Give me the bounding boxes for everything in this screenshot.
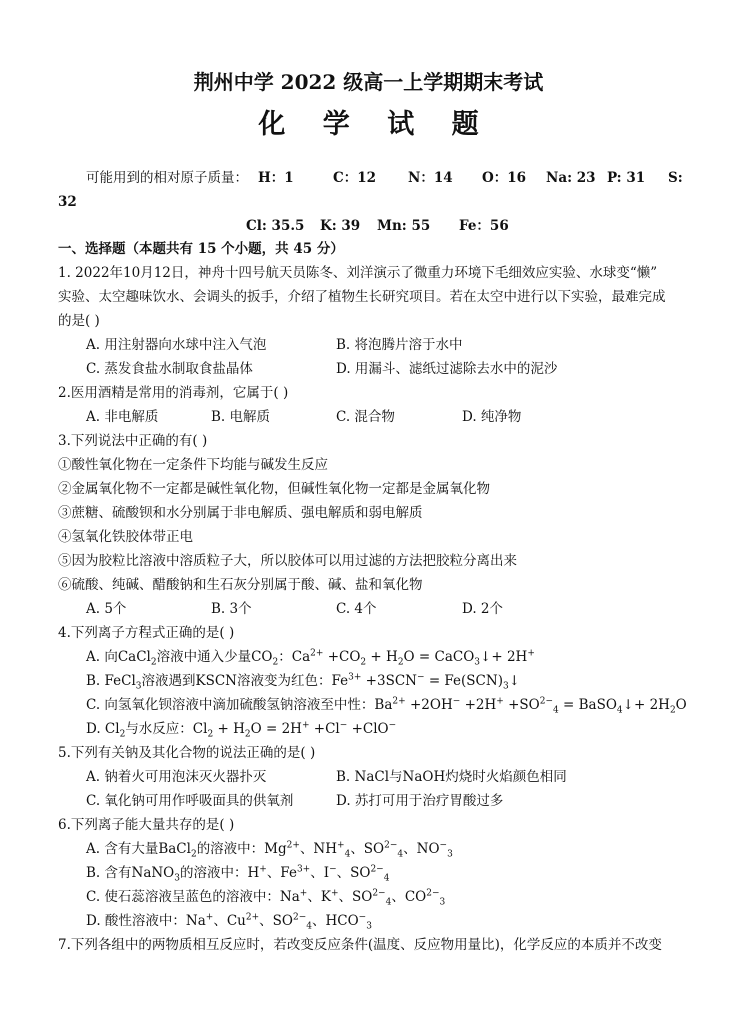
mass-fe: Fe：56 <box>459 218 509 234</box>
q3-statement-2: ②金属氧化物不一定都是碱性氧化物，但碱性氧化物一定都是金属氧化物 <box>58 481 490 497</box>
q3-statement-6: ⑥硫酸、纯碱、醋酸钠和生石灰分别属于酸、碱、盐和氧化物 <box>58 577 423 593</box>
q3-stem: 3.下列说法中正确的有( ) <box>58 433 208 449</box>
mass-n: N：14 <box>408 170 453 186</box>
q6-stem: 6.下列离子能大量共存的是( ) <box>58 817 235 833</box>
q4-stem: 4.下列离子方程式正确的是( ) <box>58 625 235 641</box>
q5-option-d: D. 苏打可用于治疗胃酸过多 <box>336 793 504 809</box>
q6-option-b: B. 含有NaNO$_3$的溶液中：H+、$Fe^{3+}$、I−、$SO^{2-}_4$ <box>86 864 390 884</box>
q1-stem-line2: 实验、太空趣味饮水、会调头的扳手，介绍了植物生长研究项目。若在太空中进行以下实验，最难完成 <box>58 289 666 305</box>
q5-option-a: A. 钠着火可用泡沫灭火器扑灭 <box>86 769 267 785</box>
mass-h: H：1 <box>258 170 294 186</box>
q3-statement-5: ⑤因为胶粒比溶液中溶质粒子大，所以胶体可以用过滤的方法把胶粒分离出来 <box>58 553 517 569</box>
q5-option-b: B. NaCl与NaOH灼烧时火焰颜色相同 <box>336 769 567 785</box>
section-heading: 一、选择题（本题共有 15 个小题，共 45 分） <box>58 241 344 257</box>
exam-title: 荆州中学 2022 级高一上学期期末考试 <box>193 70 544 94</box>
q1-stem-line3: 的是( ) <box>58 313 100 329</box>
q3-option-d: D. 2个 <box>462 601 504 617</box>
mass-na: Na: 23 <box>546 170 596 186</box>
q6-option-a: A. 含有大量BaCl$_2$的溶液中：$Mg^{2+}$、$NH^+_4$、$SO^{2-}_4$、$NO^-_3$ <box>86 840 453 860</box>
q1-stem-line1: 1. 2022年10月12日，神舟十四号航天员陈冬、刘洋演示了微重力环境下毛细效应实验、水球变“懒” <box>58 265 658 281</box>
q6-option-d: D. 酸性溶液中：Na+、$Cu^{2+}$、$SO^{2-}_4$、$HCO^-_3$ <box>86 912 372 932</box>
q3-option-a: A. 5个 <box>86 601 127 617</box>
subject-title: 化 学 试 题 <box>258 109 493 140</box>
q1-option-c: C. 蒸发食盐水制取食盐晶体 <box>86 361 253 377</box>
mass-cl: Cl: 35.5 <box>246 218 305 234</box>
q5-option-c: C. 氧化钠可用作呼吸面具的供氧剂 <box>86 793 294 809</box>
q1-option-b: B. 将泡腾片溶于水中 <box>336 337 463 353</box>
q1-option-a: A. 用注射器向水球中注入气泡 <box>86 337 267 353</box>
mass-o: O：16 <box>482 170 527 186</box>
q3-option-b: B. 3个 <box>211 601 252 617</box>
mass-s: S: <box>668 170 683 186</box>
q4-option-a: A. 向CaCl$_2$溶液中通入少量$CO_2$：$Ca^{2+} +CO_2 + H_2O$ = CaCO$_3$↓+ 2H+ <box>86 648 535 668</box>
q2-option-a: A. 非电解质 <box>86 409 159 425</box>
q1-option-d: D. 用漏斗、滤纸过滤除去水中的泥沙 <box>336 361 558 377</box>
q3-statement-3: ③蔗糖、硫酸钡和水分别属于非电解质、强电解质和弱电解质 <box>58 505 423 521</box>
atomic-mass-label: 可能用到的相对原子质量： <box>86 170 248 186</box>
q2-option-c: C. 混合物 <box>336 409 395 425</box>
mass-s-value: 32 <box>58 194 77 210</box>
mass-mn: Mn: 55 <box>377 218 431 234</box>
q3-option-c: C. 4个 <box>336 601 377 617</box>
q3-statement-1: ①酸性氧化物在一定条件下均能与碱发生反应 <box>58 457 328 473</box>
q7-stem: 7.下列各组中的两物质相互反应时，若改变反应条件(温度、反应物用量比)，化学反应的本质并不改变 <box>58 937 662 953</box>
q2-stem: 2.医用酒精是常用的消毒剂，它属于( ) <box>58 385 289 401</box>
q2-option-b: B. 电解质 <box>211 409 271 425</box>
q4-option-d: D. $Cl_2$与水反应：$Cl_2 + H_2O = 2H^+ +Cl^- +ClO^-$ <box>86 720 397 740</box>
mass-k: K: 39 <box>320 218 361 234</box>
q3-statement-4: ④氢氧化铁胶体带正电 <box>58 529 193 545</box>
mass-p: P: 31 <box>607 170 646 186</box>
q4-option-c: C. 向氢氧化钡溶液中滴加硫酸氢钠溶液至中性：$Ba^{2+} +2OH^- +2H^+ +SO^{2-}_4$ = BaSO$_4$↓+ $2H_2O$ <box>86 696 687 716</box>
q4-option-b: B. FeCl$_3$溶液遇到KSCN溶液变为红色：$Fe^{3+} +3SCN^-$ = $Fe(SCN)_3↓$ <box>86 672 521 692</box>
q5-stem: 5.下列有关钠及其化合物的说法正确的是( ) <box>58 745 316 761</box>
q6-option-c: C. 使石蕊溶液呈蓝色的溶液中：Na+、K+、$SO^{2-}_4$、$CO^{2-}_3$ <box>86 888 446 908</box>
mass-c: C：12 <box>333 170 377 186</box>
q2-option-d: D. 纯净物 <box>462 409 522 425</box>
